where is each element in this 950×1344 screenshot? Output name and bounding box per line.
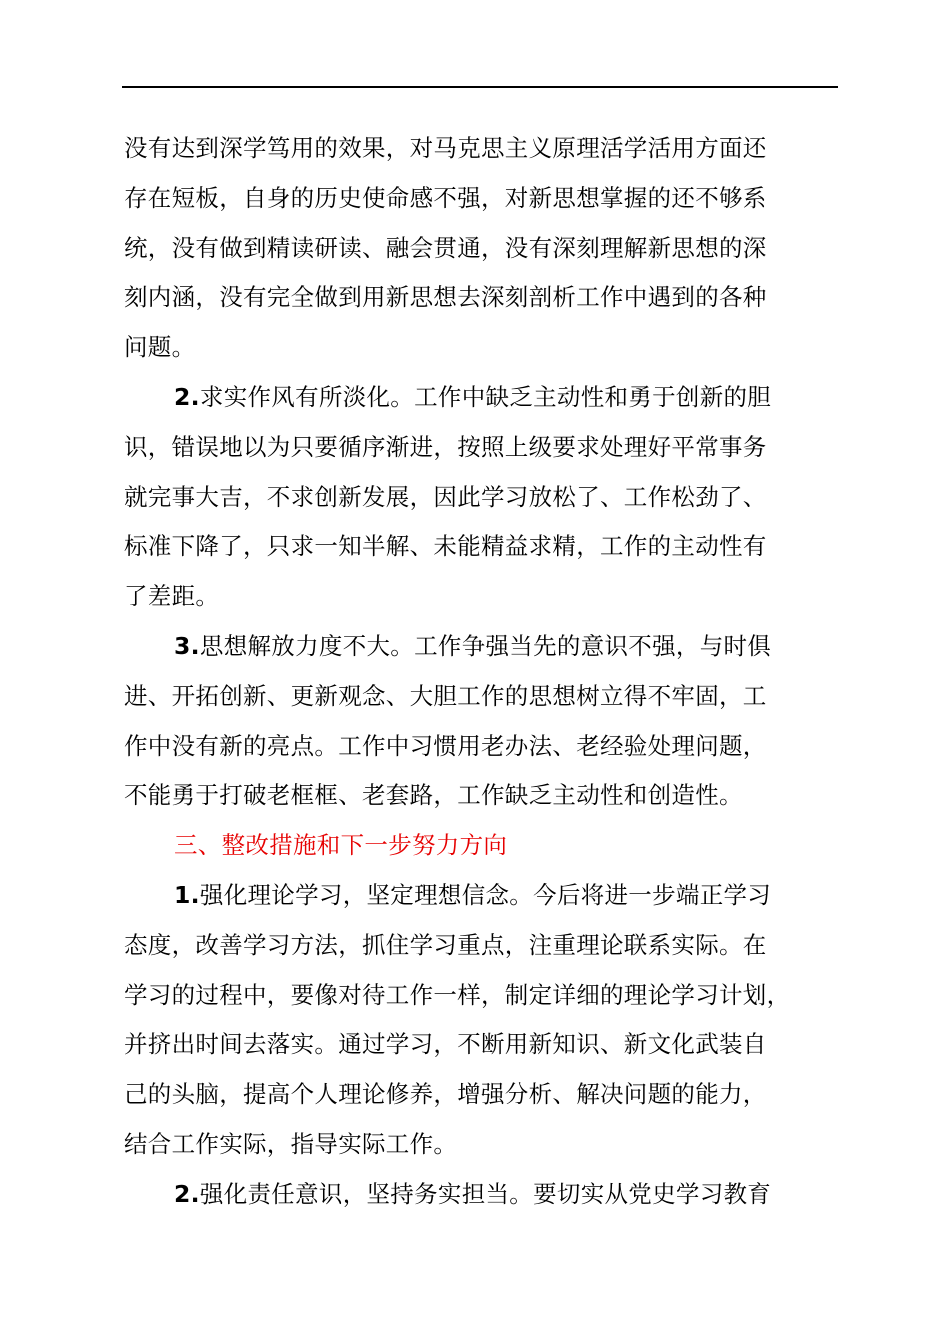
- text-line: 标准下降了，只求一知半解、未能精益求精，工作的主动性有: [124, 532, 767, 561]
- numbered-paragraph-start: [124, 871, 840, 921]
- numbered-paragraph-start: [124, 373, 840, 423]
- text-line: 统，没有做到精读研读、融会贯通，没有深刻理解新思想的深: [124, 233, 767, 262]
- paragraph-text: 思想解放力度不大。工作争强当先的意识不强，与时俱: [199, 631, 772, 660]
- paragraph-number: 2.: [174, 382, 200, 411]
- paragraph-text: 强化理论学习，坚定理想信念。今后将进一步端正学习: [199, 880, 772, 909]
- numbered-paragraph-start: [124, 1170, 840, 1220]
- paragraph-number: 3.: [174, 631, 200, 660]
- text-line: 作中没有新的亮点。工作中习惯用老办法、老经验处理问题，: [124, 731, 767, 760]
- document-body: [124, 124, 840, 1220]
- text-line: 己的头脑，提高个人理论修养，增强分析、解决问题的能力，: [124, 1080, 767, 1109]
- text-line: 结合工作实际，指导实际工作。: [124, 1129, 458, 1158]
- text-line: 并挤出时间去落实。通过学习，不断用新知识、新文化武装自: [124, 1030, 767, 1059]
- paragraph-text: 强化责任意识，坚持务实担当。要切实从党史学习教育: [199, 1179, 772, 1208]
- paragraph-number: 1.: [174, 880, 200, 909]
- text-line: 不能勇于打破老框框、老套路，工作缺乏主动性和创造性。: [124, 781, 743, 810]
- text-line: 识，错误地以为只要循序渐进，按照上级要求处理好平常事务: [124, 432, 767, 461]
- paragraph-text: 求实作风有所淡化。工作中缺乏主动性和勇于创新的胆: [199, 382, 772, 411]
- text-line: 问题。: [124, 333, 196, 362]
- text-line: 学习的过程中，要像对待工作一样，制定详细的理论学习计划，: [124, 980, 791, 1009]
- numbered-paragraph-start: [124, 622, 840, 672]
- text-line: 刻内涵，没有完全做到用新思想去深刻剖析工作中遇到的各种: [124, 283, 767, 312]
- text-line: 就完事大吉，不求创新发展，因此学习放松了、工作松劲了、: [124, 482, 767, 511]
- text-line: 进、开拓创新、更新观念、大胆工作的思想树立得不牢固，工: [124, 681, 767, 710]
- text-line: 态度，改善学习方法，抓住学习重点，注重理论联系实际。在: [124, 930, 767, 959]
- text-line: 了差距。: [124, 582, 220, 611]
- text-line: 存在短板，自身的历史使命感不强，对新思想掌握的还不够系: [124, 183, 767, 212]
- text-line: 没有达到深学笃用的效果，对马克思主义原理活学活用方面还: [124, 134, 767, 162]
- section-heading: 三、整改措施和下一步努力方向: [174, 831, 508, 860]
- header-rule: [122, 86, 838, 88]
- paragraph-number: 2.: [174, 1179, 200, 1208]
